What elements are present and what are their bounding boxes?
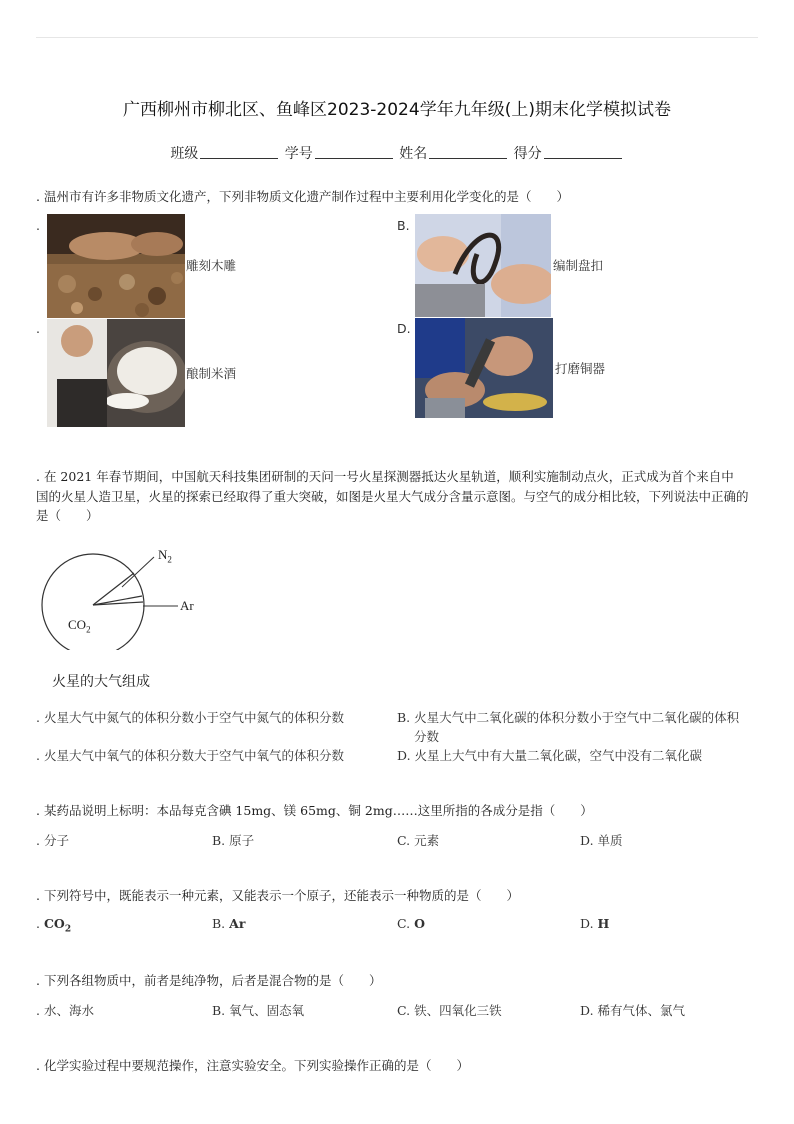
q2-option-b[interactable]: B. 火星大气中二氧化碳的体积分数小于空气中二氧化碳的体积 — [397, 710, 740, 725]
q4-option-b[interactable]: B. Ar — [212, 916, 246, 931]
q2-option-b-cont: 分数 — [414, 729, 440, 744]
q1-option-a-label: 雕刻木雕 — [186, 258, 237, 273]
diagram-caption: 火星的大气组成 — [52, 674, 150, 690]
name-blank[interactable] — [429, 144, 507, 159]
class-label: 班级 — [170, 146, 199, 162]
q5-option-d[interactable]: D. 稀有气体、氯气 — [580, 1003, 686, 1018]
q5-option-b[interactable]: B. 氧气、固态氧 — [212, 1003, 305, 1018]
q1-option-d-letter: D. — [397, 321, 411, 336]
q4-option-d[interactable]: D. H — [580, 916, 610, 931]
co2-label: $CO_2$ — [68, 617, 91, 635]
name-label: 姓名 — [399, 146, 428, 162]
ar-label: Ar — [180, 598, 194, 613]
q1-option-c-letter: . — [36, 321, 40, 336]
q5-option-c[interactable]: C. 铁、四氧化三铁 — [397, 1003, 502, 1018]
q2-option-a[interactable]: . 火星大气中氮气的体积分数小于空气中氮气的体积分数 — [36, 710, 344, 725]
q1-photo-rice-wine — [47, 319, 185, 427]
q1-option-a-letter: . — [36, 218, 40, 233]
q3-option-d[interactable]: D. 单质 — [580, 833, 623, 848]
q1-option-b-letter: B. — [397, 218, 410, 233]
q4-option-c[interactable]: C. O — [397, 916, 425, 931]
page-title: 广西柳州市柳北区、鱼峰区2023-2024学年九年级(上)期末化学模拟试卷 — [123, 100, 671, 120]
q2-stem-line1: . 在 2021 年春节期间，中国航天科技集团研制的天问一号火星探测器抵达火星轨道，顺利实施制动点火，正式成为首个来自中 — [36, 469, 734, 484]
q2-stem-line3: 是（ ） — [36, 508, 99, 523]
number-label: 学号 — [284, 146, 313, 162]
q2-option-d[interactable]: D. 火星上大气中有大量二氧化碳，空气中没有二氧化碳 — [397, 748, 703, 763]
q1-option-c-label: 酿制米酒 — [186, 366, 237, 381]
score-blank[interactable] — [544, 144, 622, 159]
atmosphere-circle — [42, 554, 144, 650]
mars-atmosphere-diagram — [36, 540, 216, 650]
n2-radius — [93, 573, 134, 605]
number-blank[interactable] — [315, 144, 393, 159]
q2-stem-line2: 国的火星人造卫星，火星的探索已经取得了重大突破，如图是火星大气成分含量示意图。与空气的成分相比较，下列说法中正确的 — [36, 489, 749, 504]
q4-option-a[interactable]: . $CO_2$ — [36, 916, 72, 935]
q5-stem: . 下列各组物质中，前者是纯净物，后者是混合物的是（ ） — [36, 973, 382, 988]
q1-stem: . 温州市有许多非物质文化遗产，下列非物质文化遗产制作过程中主要利用化学变化的是（ ） — [36, 189, 569, 204]
n2-pointer — [122, 557, 154, 587]
top-divider — [36, 37, 758, 38]
class-blank[interactable] — [200, 144, 278, 159]
student-info-line — [0, 143, 794, 163]
q1-photo-copper-polishing — [415, 318, 553, 418]
n2-label: $N_2$ — [158, 547, 172, 565]
q6-stem: . 化学实验过程中要规范操作，注意实验安全。下列实验操作正确的是（ ） — [36, 1058, 469, 1073]
q4-stem: . 下列符号中，既能表示一种元素，又能表示一个原子，还能表示一种物质的是（ ） — [36, 888, 519, 903]
q1-option-b-label: 编制盘扣 — [553, 258, 604, 273]
score-label: 得分 — [513, 146, 542, 162]
q1-photo-woodcarving — [47, 214, 185, 318]
q2-option-c[interactable]: . 火星大气中氧气的体积分数大于空气中氧气的体积分数 — [36, 748, 344, 763]
q3-option-c[interactable]: C. 元素 — [397, 833, 440, 848]
q3-stem: . 某药品说明上标明：本品每克含碘 15mg、镁 65mg、铜 2mg……这里所指的各成分是指（ ） — [36, 803, 593, 818]
q3-option-a[interactable]: . 分子 — [36, 833, 69, 848]
q1-option-d-label: 打磨铜器 — [555, 361, 606, 376]
q3-option-b[interactable]: B. 原子 — [212, 833, 255, 848]
q5-option-a[interactable]: . 水、海水 — [36, 1003, 94, 1018]
q1-photo-button-knot — [415, 214, 551, 317]
